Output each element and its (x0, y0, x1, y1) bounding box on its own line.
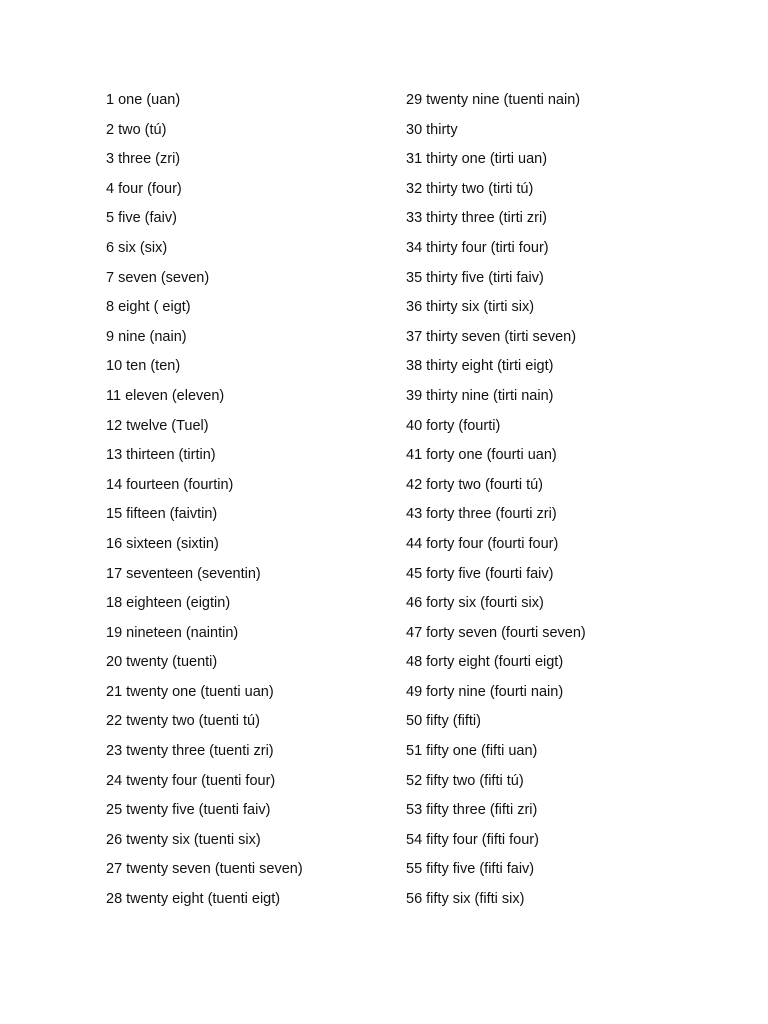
number-entry: 18 eighteen (eigtin) (106, 595, 231, 612)
number-entry: 54 fifty four (fifti four) (406, 831, 539, 848)
number-entry: 36 thirty six (tirti six) (406, 299, 535, 316)
number-entry: 15 fifteen (faivtin) (106, 506, 218, 523)
number-entry: 34 thirty four (tirti four) (406, 239, 549, 256)
number-entry: 42 forty two (fourti tú) (406, 476, 543, 493)
number-entry: 37 thirty seven (tirti seven) (406, 328, 577, 345)
number-entry: 38 thirty eight (tirti eigt) (406, 358, 554, 375)
number-entry: 9 nine (nain) (106, 328, 187, 345)
number-entry: 29 twenty nine (tuenti nain) (406, 92, 581, 108)
right-number-column (406, 89, 706, 918)
number-entry: 17 seventeen (seventin) (106, 565, 261, 582)
number-entry: 45 forty five (fourti faiv) (406, 565, 554, 582)
number-entry: 6 six (six) (106, 239, 168, 256)
number-entry: 8 eight ( eigt) (106, 299, 191, 316)
number-entry: 39 thirty nine (tirti nain) (406, 387, 554, 404)
number-entry: 56 fifty six (fifti six) (406, 891, 525, 908)
number-entry: 32 thirty two (tirti tú) (406, 180, 534, 197)
number-entry: 13 thirteen (tirtin) (106, 447, 216, 464)
number-entry: 46 forty six (fourti six) (406, 595, 544, 612)
number-entry: 7 seven (seven) (106, 269, 210, 286)
number-entry: 25 twenty five (tuenti faiv) (106, 802, 271, 819)
number-entry: 50 fifty (fifti) (406, 713, 481, 730)
number-entry: 49 forty nine (fourti nain) (406, 683, 564, 700)
number-entry: 53 fifty three (fifti zri) (406, 802, 538, 819)
number-entry: 16 sixteen (sixtin) (106, 535, 219, 552)
number-entry: 3 three (zri) (106, 151, 181, 168)
number-entry: 35 thirty five (tirti faiv) (406, 269, 544, 286)
number-entry: 43 forty three (fourti zri) (406, 506, 557, 523)
number-entry: 23 twenty three (tuenti zri) (106, 743, 274, 760)
number-entry: 48 forty eight (fourti eigt) (406, 654, 564, 671)
number-entry: 40 forty (fourti) (406, 417, 501, 434)
number-entry: 47 forty seven (fourti seven) (406, 624, 586, 641)
number-entry: 24 twenty four (tuenti four) (106, 772, 276, 789)
number-entry: 1 one (uan) (106, 92, 181, 108)
number-entry: 55 fifty five (fifti faiv) (406, 861, 535, 878)
number-entry: 22 twenty two (tuenti tú) (106, 713, 260, 730)
number-entry: 11 eleven (eleven) (106, 387, 225, 404)
number-entry: 21 twenty one (tuenti uan) (106, 683, 274, 700)
number-entry: 41 forty one (fourti uan) (406, 447, 557, 464)
number-entry: 27 twenty seven (tuenti seven) (106, 861, 303, 878)
number-entry: 10 ten (ten) (106, 358, 181, 375)
number-entry: 20 twenty (tuenti) (106, 654, 218, 671)
number-entry: 44 forty four (fourti four) (406, 535, 559, 552)
number-entry: 14 fourteen (fourtin) (106, 476, 234, 493)
number-entry: 31 thirty one (tirti uan) (406, 151, 548, 168)
number-entry: 26 twenty six (tuenti six) (106, 831, 261, 848)
number-entry: 33 thirty three (tirti zri) (406, 210, 547, 227)
number-entry: 12 twelve (Tuel) (106, 417, 209, 434)
number-entry: 52 fifty two (fifti tú) (406, 772, 524, 789)
number-entry: 2 two (tú) (106, 121, 167, 138)
number-entry: 51 fifty one (fifti uan) (406, 743, 538, 760)
number-entry: 30 thirty (406, 121, 458, 138)
number-entry: 28 twenty eight (tuenti eigt) (106, 891, 281, 908)
number-entry: 19 nineteen (naintin) (106, 624, 239, 641)
number-entry: 5 five (faiv) (106, 210, 177, 227)
left-number-column (106, 89, 386, 918)
number-entry: 4 four (four) (106, 180, 182, 197)
